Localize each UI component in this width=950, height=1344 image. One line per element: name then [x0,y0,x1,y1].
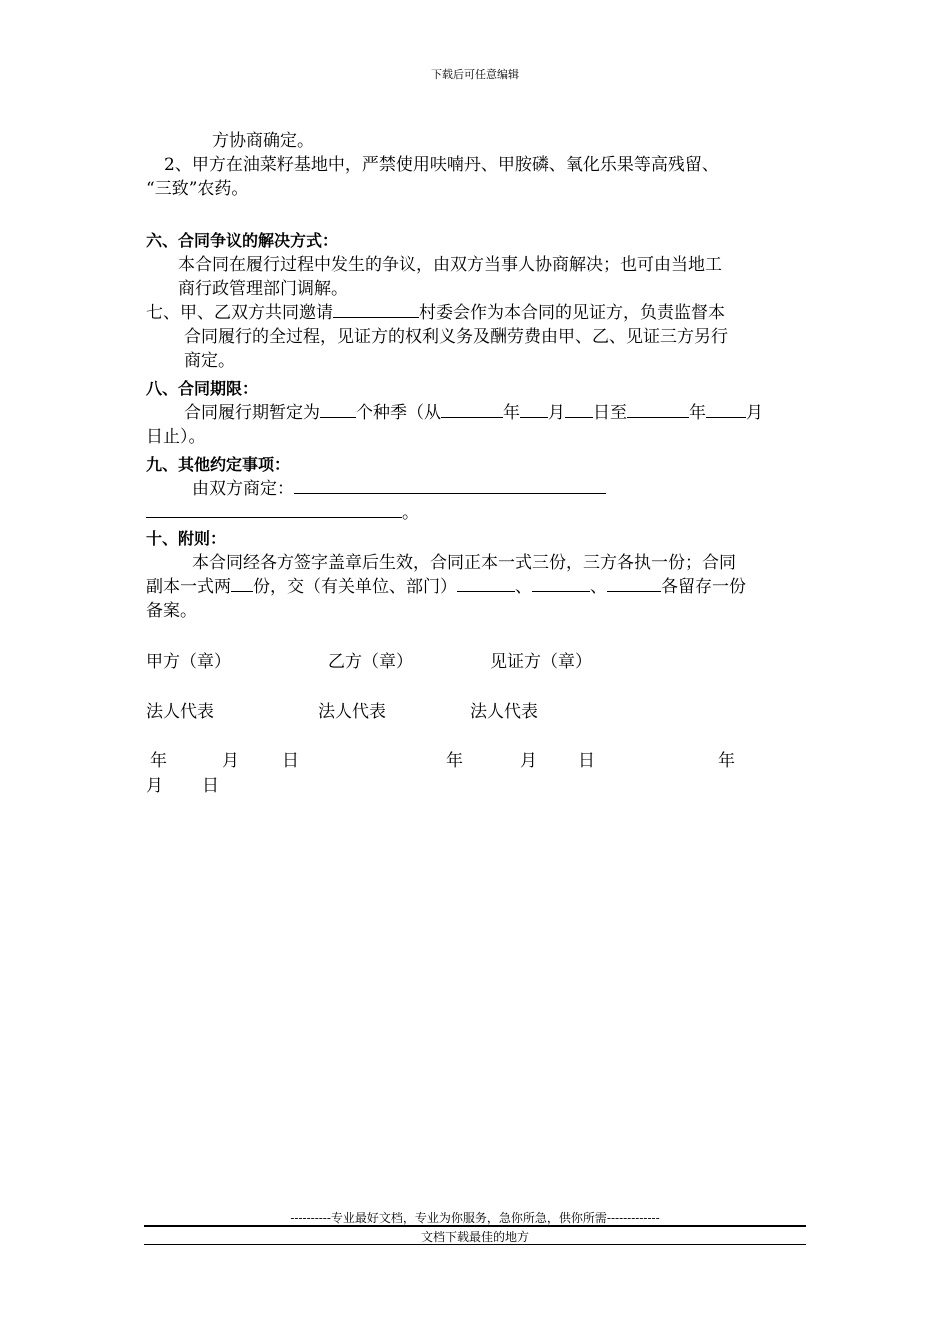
sec10-line3: 备案。 [146,601,197,621]
term-text: 个种季（从 [356,403,441,423]
date-w-day: 日 [202,776,219,796]
unit-blank-2 [532,575,590,592]
sec7-line2: 合同履行的全过程，见证方的权利义务及酬劳费由甲、乙、见证三方另行 [184,327,728,347]
term-text: 月 [548,403,565,423]
seasons-blank [320,401,356,418]
sec8-line1 [184,401,763,425]
sec7-line3: 商定。 [184,351,235,371]
unit-blank-3 [607,575,661,592]
sec8-line2: 日止）。 [146,427,206,447]
party-a-seal: 甲方（章） [146,652,231,672]
date-a-day: 日 [282,751,299,771]
date-b-year: 年 [446,751,463,771]
sec10-heading: 十、附则： [146,529,227,548]
date-w-year: 年 [718,751,735,771]
sec5-item2-line1: 2、甲方在油菜籽基地中，严禁使用呋喃丹、甲胺磷、氧化乐果等高残留、 [164,155,719,175]
end-year-blank [627,401,689,418]
sec9-line1 [192,477,606,501]
sec7-suffix: 村委会作为本合同的见证方，负责监督本 [419,303,725,323]
copies-text: 各留存一份 [661,577,746,597]
date-w-month: 月 [146,776,163,796]
witness-rep: 法人代表 [470,702,538,722]
date-b-day: 日 [578,751,595,771]
header-note: 下载后可任意编辑 [431,68,519,81]
footer-slogan: ----------专业最好文档，专业为你服务，急你所急，供你所需------------- [290,1211,660,1225]
sec7-line1 [146,301,725,325]
sec6-line2: 商行政管理部门调解。 [178,279,348,299]
term-text: 合同履行期暂定为 [184,403,320,423]
other-terms-label: 由双方商定： [192,479,294,499]
copies-text: 份，交（有关单位、部门） [253,577,457,597]
date-a-year: 年 [150,751,167,771]
term-text: 年 [503,403,520,423]
date-b-month: 月 [520,751,537,771]
date-a-month: 月 [222,751,239,771]
sec6-heading: 六、合同争议的解决方式： [146,231,339,250]
sec10-line2 [146,575,746,599]
other-terms-blank-2 [146,501,402,518]
footer-divider-top [144,1225,806,1227]
comma: 、 [590,577,607,597]
copies-blank [231,575,253,592]
term-text: 月 [746,403,763,423]
unit-blank-1 [457,575,515,592]
sec8-heading: 八、合同期限： [146,379,259,398]
party-b-seal: 乙方（章） [328,652,413,672]
witness-seal: 见证方（章） [490,652,592,672]
term-text: 年 [689,403,706,423]
start-day-blank [565,401,593,418]
witness-village-blank [333,301,419,318]
party-b-rep: 法人代表 [318,702,386,722]
other-terms-blank [294,477,606,494]
end-month-blank [706,401,746,418]
footer-divider-bottom [144,1244,806,1245]
sec5-item2-line2: “三致”农药。 [146,179,249,199]
footer-tagline: 文档下载最佳的地方 [420,1230,529,1244]
comma: 、 [515,577,532,597]
party-a-rep: 法人代表 [146,702,214,722]
sec9-heading: 九、其他约定事项： [146,455,291,474]
sec6-line1: 本合同在履行过程中发生的争议，由双方当事人协商解决；也可由当地工 [178,255,722,275]
sec5-continuation: 方协商确定。 [212,131,314,151]
sec9-line2 [146,501,419,525]
copies-text: 副本一式两 [146,577,231,597]
sec7-prefix: 七、甲、乙双方共同邀请 [146,303,333,323]
term-text: 日至 [593,403,627,423]
sec10-line1: 本合同经各方签字盖章后生效，合同正本一式三份，三方各执一份；合同 [192,553,736,573]
start-year-blank [441,401,503,418]
start-month-blank [520,401,548,418]
period: 。 [402,503,419,523]
